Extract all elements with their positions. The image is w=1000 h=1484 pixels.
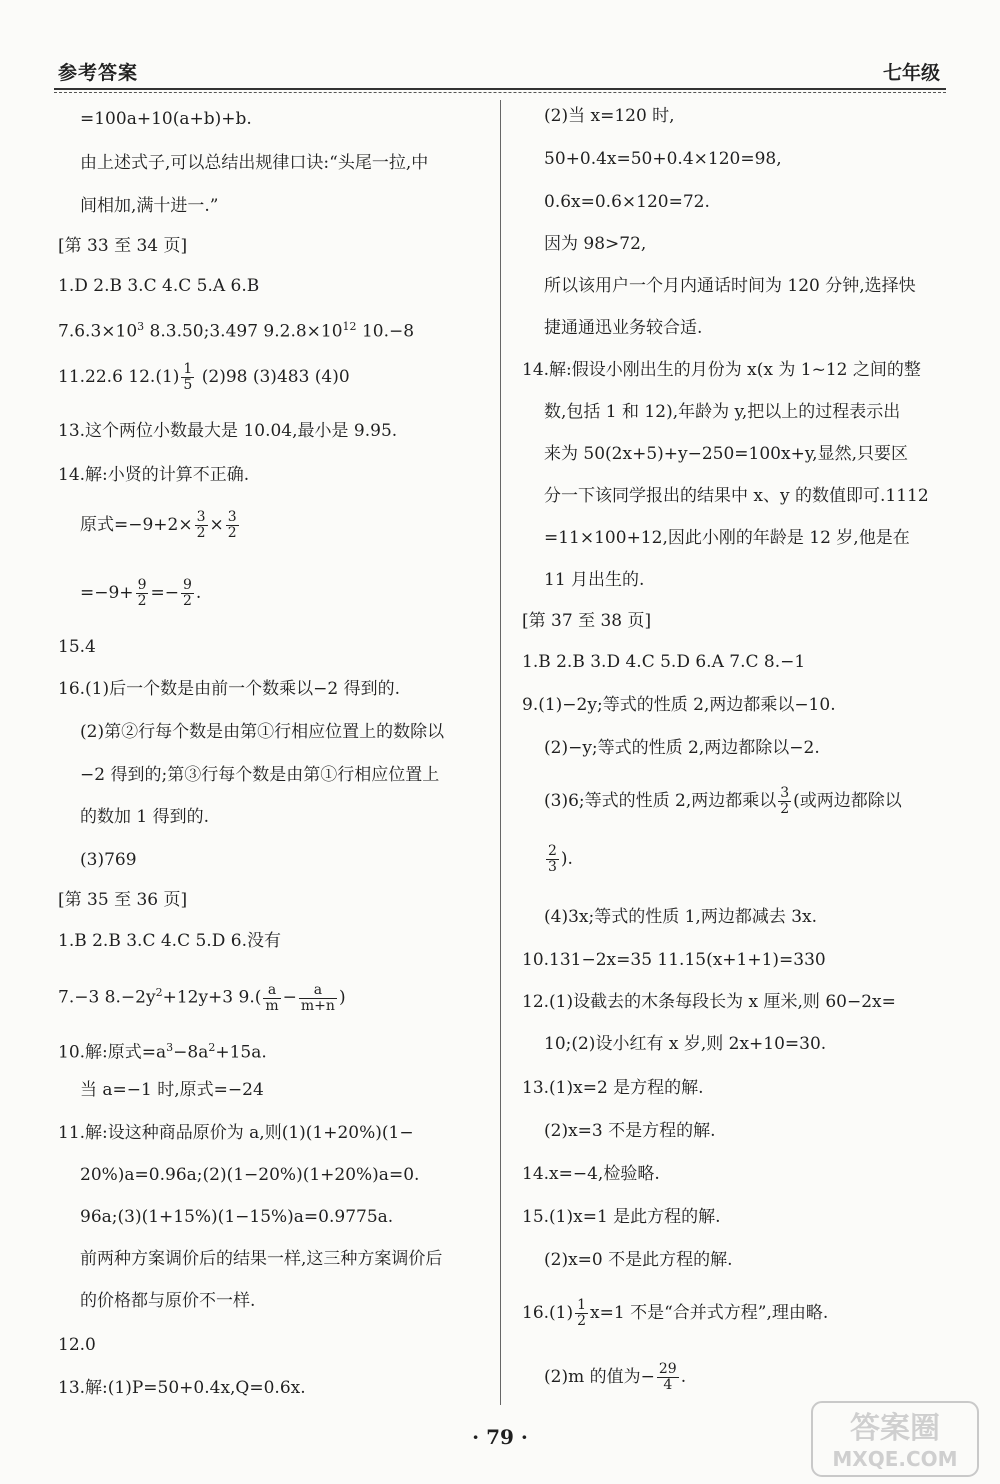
section-heading: [第 37 至 38 页] <box>522 611 652 631</box>
answer-line: (2)x=3 不是方程的解. <box>544 1121 716 1141</box>
fraction: $\frac{a}{m+n}$ <box>300 981 335 1014</box>
answer-line: 分一下该同学报出的结果中 x、y 的数值即可.1112 <box>544 486 929 506</box>
answer-line: 间相加,满十进一.” <box>80 196 219 216</box>
answer-line: =−9+ $\frac{9}{2}$ =− $\frac{9}{2}$ . <box>80 577 202 609</box>
answer-line: 前两种方案调价后的结果一样,这三种方案调价后 <box>80 1249 443 1269</box>
answer-line: −2 得到的;第③行每个数是由第①行相应位置上 <box>80 765 440 785</box>
header-grade: 七年级 <box>882 62 940 84</box>
fraction: $\frac{3}{2}$ <box>196 509 206 541</box>
answer-line: 15.4 <box>58 637 96 657</box>
answer-line: =11×100+12,因此小刚的年龄是 12 岁,他是在 <box>544 528 910 548</box>
fraction: $\frac{2}{3}$ <box>548 843 557 875</box>
answer-line: 当 a=−1 时,原式=−24 <box>80 1080 264 1100</box>
svg-text:答案圈: 答案圈 <box>850 1411 940 1446</box>
answer-line: 50+0.4x=50+0.4×120=98, <box>544 149 782 169</box>
fraction: $\frac{a}{m}$ <box>265 981 279 1014</box>
answer-line: 7.−3 $8.-2y^2+12y+3$ 9.( $\frac{a}{m}$ − $\frac{a}{m+n}$ ) <box>58 981 346 1014</box>
answer-line: 1.B 2.B 3.C 4.C 5.D 6.没有 <box>58 931 281 951</box>
answer-line: 13.这个两位小数最大是 10.04,最小是 9.95. <box>58 421 398 441</box>
answer-line: 11.解:设这种商品原价为 a,则(1)(1+20%)(1− <box>58 1123 414 1143</box>
answer-line: =100a+10(a+b)+b. <box>80 109 252 129</box>
fraction: $\frac{3}{2}$ <box>780 785 790 817</box>
answer-line: 11 月出生的. <box>544 570 645 590</box>
answer-line: (2)−y;等式的性质 2,两边都除以−2. <box>544 738 820 758</box>
answer-line: 数,包括 1 和 12),年龄为 y,把以上的过程表示出 <box>544 402 901 422</box>
answer-line: 所以该用户一个月内通话时间为 120 分钟,选择快 <box>544 276 916 296</box>
answer-line: (3)6;等式的性质 2,两边都乘以 $\frac{3}{2}$ (或两边都除以 <box>544 785 902 817</box>
answer-line: 原式=−9+2× $\frac{3}{2}$ × $\frac{3}{2}$ <box>80 509 237 541</box>
answer-line: 14.解:假设小刚出生的月份为 x(x 为 1~12 之间的整 <box>522 360 921 380</box>
answer-line: 14.解:小贤的计算不正确. <box>58 465 250 485</box>
answer-line: 的价格都与原价不一样. <box>80 1291 256 1311</box>
answer-line: 13.解:(1)P=50+0.4x,Q=0.6x. <box>58 1378 306 1398</box>
header-section-title: 参考答案 <box>58 62 139 84</box>
answer-line: 10;(2)设小红有 x 岁,则 2x+10=30. <box>544 1034 827 1054</box>
section-heading: [第 33 至 34 页] <box>58 236 188 256</box>
watermark-logo <box>810 1400 980 1478</box>
section-heading: [第 35 至 36 页] <box>58 890 188 910</box>
answer-line: 的数加 1 得到的. <box>80 807 210 827</box>
header-rule <box>54 88 946 90</box>
answer-line: 10.解:原式$=a^3-8a^2+15a$. <box>58 1041 267 1063</box>
answer-line: 15.(1)x=1 是此方程的解. <box>522 1207 721 1227</box>
answer-line: $7.6.3\times 10^3$ 8.3.50;3.497 $9.2.8\times 10^{12}$ 10.−8 <box>58 320 415 342</box>
answer-line: $\frac{2}{3}$ ). <box>548 843 573 875</box>
fraction: $\frac{3}{2}$ <box>227 509 237 541</box>
answer-line: (2)当 x=120 时, <box>544 106 675 126</box>
header-rule-dashed <box>54 92 946 93</box>
answer-line: (2)x=0 不是此方程的解. <box>544 1250 733 1270</box>
fraction: $\frac{1}{2}$ <box>577 1297 587 1329</box>
answer-line: 1.B 2.B 3.D 4.C 5.D 6.A 7.C 8.−1 <box>522 652 806 672</box>
answer-line: (2)第②行每个数是由第①行相应位置上的数除以 <box>80 722 445 742</box>
answer-line: 来为 50(2x+5)+y−250=100x+y,显然,只要区 <box>544 444 908 464</box>
answer-line: 捷通通迅业务较合适. <box>544 318 703 338</box>
svg-text:MXQE.COM: MXQE.COM <box>832 1447 958 1471</box>
answer-line: 11.22.6 12.(1) $\frac{1}{5}$ (2)98 (3)483 (4)0 <box>58 361 350 393</box>
answer-line: 12.0 <box>58 1335 96 1355</box>
answer-line: 13.(1)x=2 是方程的解. <box>522 1078 704 1098</box>
answer-line: 1.D 2.B 3.C 4.C 5.A 6.B <box>58 276 260 296</box>
answer-line: 9.(1)−2y;等式的性质 2,两边都乘以−10. <box>522 695 836 715</box>
fraction: $\frac{29}{4}$ <box>658 1361 677 1393</box>
answer-line: (4)3x;等式的性质 1,两边都减去 3x. <box>544 907 818 927</box>
answer-line: 12.(1)设截去的木条每段长为 x 厘米,则 60−2x= <box>522 992 896 1012</box>
answer-line: 16.(1)后一个数是由前一个数乘以−2 得到的. <box>58 679 400 699</box>
fraction: $\frac{9}{2}$ <box>182 577 192 609</box>
page-number: · 79 · <box>472 1425 528 1449</box>
column-divider <box>500 100 501 1405</box>
answer-line: 20%)a=0.96a;(2)(1−20%)(1+20%)a=0. <box>80 1165 420 1185</box>
answer-line: 96a;(3)(1+15%)(1−15%)a=0.9775a. <box>80 1207 394 1227</box>
fraction: $\frac{1}{5}$ <box>183 361 193 393</box>
answer-line: 10.131−2x=35 11.15(x+1+1)=330 <box>522 950 826 970</box>
answer-line: 因为 98>72, <box>544 234 647 254</box>
answer-line: 0.6x=0.6×120=72. <box>544 192 710 212</box>
fraction: $\frac{9}{2}$ <box>137 577 147 609</box>
answer-line: 14.x=−4,检验略. <box>522 1164 660 1184</box>
answer-line: 16.(1) $\frac{1}{2}$ x=1 不是“合并式方程”,理由略. <box>522 1297 829 1329</box>
answer-line: 由上述式子,可以总结出规律口诀:“头尾一拉,中 <box>80 153 429 173</box>
answer-line: (2)m 的值为− $\frac{29}{4}$ . <box>544 1361 687 1393</box>
answer-line: (3)769 <box>80 850 137 870</box>
